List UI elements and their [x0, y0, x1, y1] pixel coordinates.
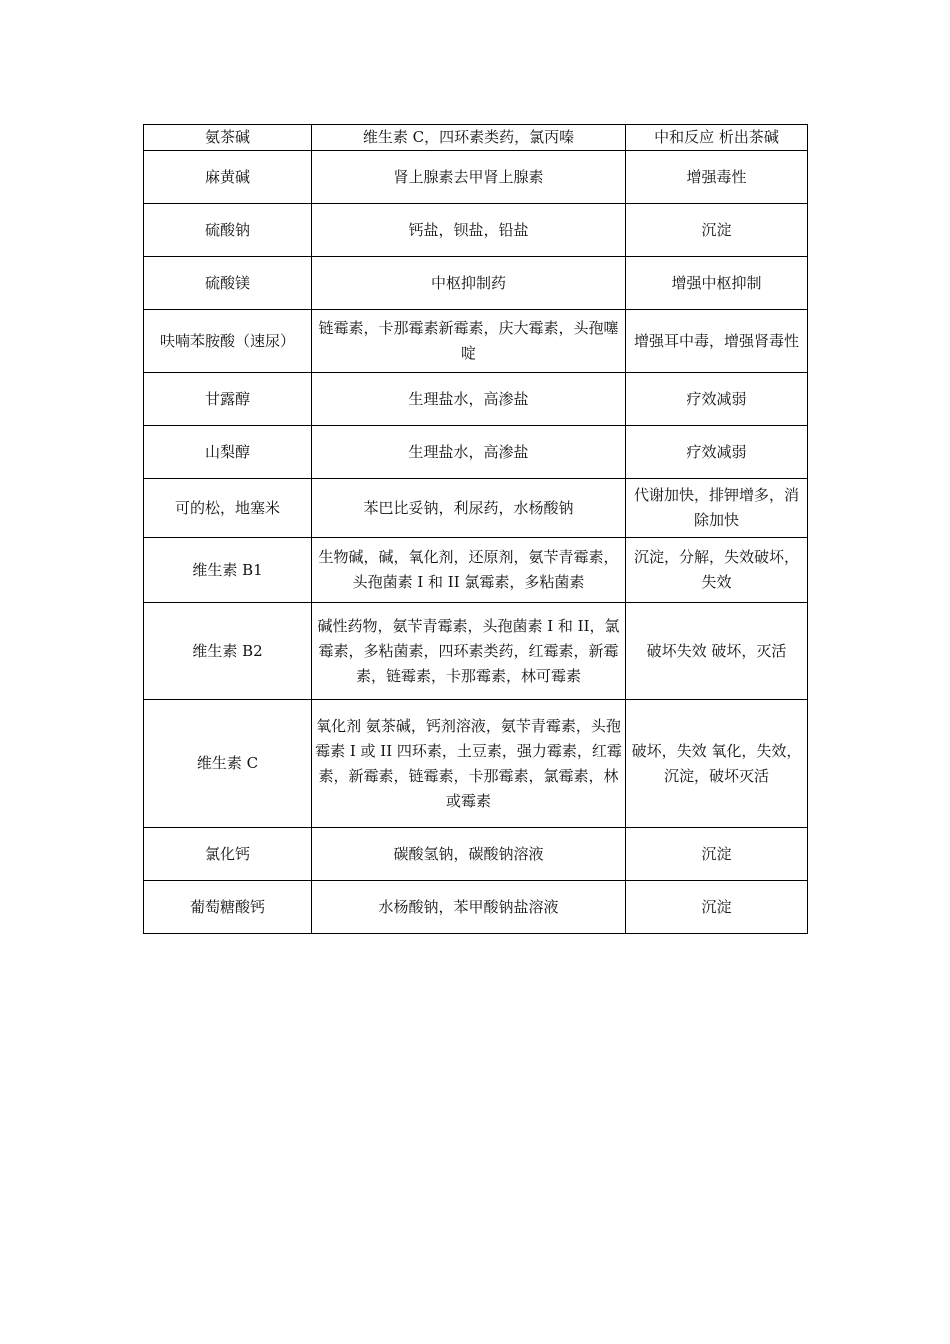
- table-row: [144, 538, 808, 603]
- table-row: [144, 373, 808, 426]
- drug-cell: 维生素 C: [144, 700, 312, 828]
- table-row: [144, 151, 808, 204]
- interaction-cell: 水杨酸钠，苯甲酸钠盐溶液: [312, 881, 626, 934]
- interaction-cell: 氧化剂 氨茶碱，钙剂溶液，氨苄青霉素，头孢霉素 I 或 II 四环素，土豆素，强力霉素，红霉素，新霉素，链霉素，卡那霉素，氯霉素，林或霉素: [312, 700, 626, 828]
- table-row: [144, 603, 808, 700]
- effect-cell: 疗效减弱: [626, 426, 808, 479]
- drug-cell: 硫酸镁: [144, 257, 312, 310]
- effect-cell: 增强毒性: [626, 151, 808, 204]
- drug-cell: 维生素 B1: [144, 538, 312, 603]
- interaction-cell: 维生素 C，四环素类药，氯丙嗪: [312, 125, 626, 151]
- interaction-cell: 中枢抑制药: [312, 257, 626, 310]
- effect-cell: 代谢加快，排钾增多，消除加快: [626, 479, 808, 538]
- interaction-cell: 生理盐水，高渗盐: [312, 373, 626, 426]
- effect-cell: 增强耳中毒，增强肾毒性: [626, 310, 808, 373]
- effect-cell: 沉淀: [626, 881, 808, 934]
- interaction-cell: 碳酸氢钠，碳酸钠溶液: [312, 828, 626, 881]
- drug-cell: 可的松，地塞米: [144, 479, 312, 538]
- drug-cell: 硫酸钠: [144, 204, 312, 257]
- table-row: [144, 310, 808, 373]
- effect-cell: 增强中枢抑制: [626, 257, 808, 310]
- drug-cell: 呋喃苯胺酸（速尿）: [144, 310, 312, 373]
- table-row: [144, 828, 808, 881]
- table-row: [144, 700, 808, 828]
- table-row: [144, 881, 808, 934]
- effect-cell: 疗效减弱: [626, 373, 808, 426]
- interaction-cell: 生物碱，碱，氧化剂，还原剂，氨苄青霉素，头孢菌素 I 和 II 氯霉素，多粘菌素: [312, 538, 626, 603]
- drug-cell: 山梨醇: [144, 426, 312, 479]
- drug-cell: 麻黄碱: [144, 151, 312, 204]
- drug-cell: 葡萄糖酸钙: [144, 881, 312, 934]
- interaction-cell: 苯巴比妥钠，利尿药，水杨酸钠: [312, 479, 626, 538]
- table-row: [144, 257, 808, 310]
- drug-cell: 氨茶碱: [144, 125, 312, 151]
- effect-cell: 沉淀: [626, 204, 808, 257]
- effect-cell: 沉淀: [626, 828, 808, 881]
- interaction-cell: 钙盐，钡盐，铅盐: [312, 204, 626, 257]
- table-row: [144, 426, 808, 479]
- table-row: [144, 125, 808, 151]
- effect-cell: 破坏，失效 氧化，失效，沉淀，破坏灭活: [626, 700, 808, 828]
- table-row: [144, 204, 808, 257]
- interaction-cell: 碱性药物，氨苄青霉素，头孢菌素 I 和 II，氯霉素，多粘菌素，四环素类药，红霉素，新霉素，链霉素，卡那霉素，林可霉素: [312, 603, 626, 700]
- interaction-cell: 链霉素，卡那霉素新霉素，庆大霉素，头孢噻啶: [312, 310, 626, 373]
- effect-cell: 沉淀，分解，失效破坏，失效: [626, 538, 808, 603]
- drug-cell: 氯化钙: [144, 828, 312, 881]
- effect-cell: 破坏失效 破坏，灭活: [626, 603, 808, 700]
- interaction-cell: 生理盐水，高渗盐: [312, 426, 626, 479]
- effect-cell: 中和反应 析出茶碱: [626, 125, 808, 151]
- drug-cell: 甘露醇: [144, 373, 312, 426]
- drug-cell: 维生素 B2: [144, 603, 312, 700]
- interaction-cell: 肾上腺素去甲肾上腺素: [312, 151, 626, 204]
- drug-interaction-table: [143, 124, 808, 934]
- table-row: [144, 479, 808, 538]
